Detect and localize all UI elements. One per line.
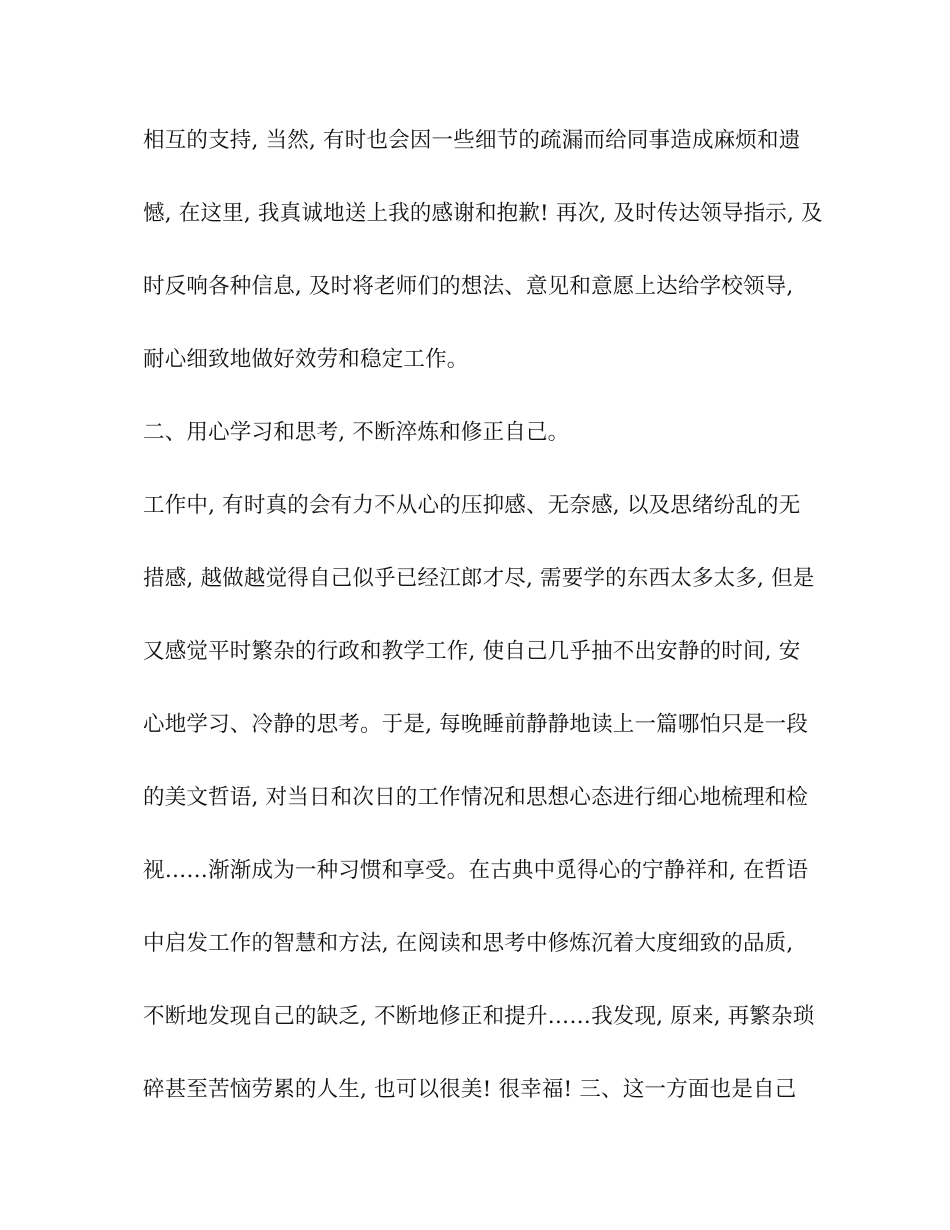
text-line-8: 又感觉平时繁杂的行政和教学工作, 使自己几乎抽不出安静的时间, 安 (143, 639, 801, 664)
section-heading-2: 二、用心学习和思考, 不断淬炼和修正自己。 (143, 420, 570, 445)
text-line-13: 不断地发现自己的缺乏, 不断地修正和提升……我发现, 原来, 再繁杂琐 (143, 1004, 815, 1029)
text-line-7: 措感, 越做越觉得自己似乎已经江郎才尽, 需要学的东西太多太多, 但是 (143, 566, 815, 591)
text-line-11: 视……渐渐成为一种习惯和享受。在古典中觅得心的宁静祥和, 在哲语 (143, 858, 809, 883)
text-line-4: 耐心细致地做好效劳和稳定工作。 (143, 347, 469, 372)
text-line-14: 碎甚至苦恼劳累的人生, 也可以很美! 很幸福! 三、这一方面也是自己 (143, 1077, 797, 1102)
text-line-1: 相互的支持, 当然, 有时也会因一些细节的疏漏而给同事造成麻烦和遗 (143, 128, 801, 153)
text-line-6: 工作中, 有时真的会有力不从心的压抑感、无奈感, 以及思绪纷乱的无 (143, 493, 801, 518)
text-line-3: 时反响各种信息, 及时将老师们的想法、意见和意愿上达给学校领导, (143, 274, 794, 299)
text-line-12: 中启发工作的智慧和方法, 在阅读和思考中修炼沉着大度细致的品质, (143, 931, 794, 956)
text-line-9: 心地学习、冷静的思考。于是, 每晚睡前静静地读上一篇哪怕只是一段 (143, 712, 809, 737)
text-line-10: 的美文哲语, 对当日和次日的工作情况和思想心态进行细心地梳理和检 (143, 785, 809, 810)
text-line-2: 憾, 在这里, 我真诚地送上我的感谢和抱歉! 再次, 及时传达领导指示, 及 (143, 201, 823, 226)
